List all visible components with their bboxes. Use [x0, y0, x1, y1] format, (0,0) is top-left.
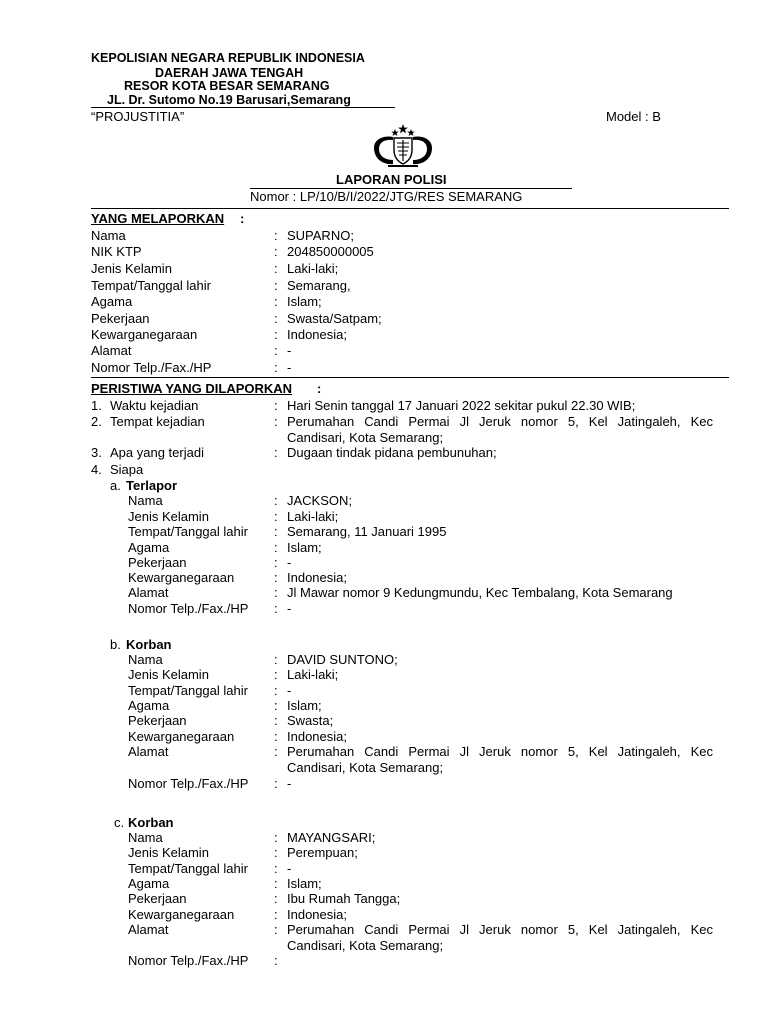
colon: : — [274, 360, 278, 375]
pelapor-value: Islam; — [287, 294, 322, 309]
colon: : — [274, 570, 278, 585]
korban-b-title: Korban — [126, 637, 172, 652]
header-address: JL. Dr. Sutomo No.19 Barusari,Semarang — [107, 93, 351, 107]
korban-b-value: Indonesia; — [287, 729, 347, 744]
colon: : — [274, 830, 278, 845]
colon: : — [274, 540, 278, 555]
colon: : — [274, 601, 278, 616]
title-rule — [91, 208, 729, 209]
terlapor-label: Nama — [128, 493, 163, 508]
colon: : — [274, 729, 278, 744]
colon: : — [274, 585, 278, 600]
korban-b-label: Alamat — [128, 744, 169, 759]
korban-b-value: Swasta; — [287, 713, 334, 728]
section-rule — [91, 377, 729, 378]
colon: : — [274, 398, 278, 413]
korban-c-value: Indonesia; — [287, 907, 347, 922]
colon: : — [274, 555, 278, 570]
korban-b-value: Laki-laki; — [287, 667, 339, 682]
korban-c-label: Kewarganegaraan — [128, 907, 235, 922]
peristiwa-num: 1. — [91, 398, 102, 413]
pelapor-label: Agama — [91, 294, 133, 309]
pelapor-heading: YANG MELAPORKAN — [91, 211, 225, 226]
pelapor-label: Tempat/Tanggal lahir — [91, 278, 211, 293]
colon: : — [274, 244, 278, 259]
korban-c-label: Jenis Kelamin — [128, 845, 209, 860]
pelapor-value: 204850000005 — [287, 244, 374, 259]
pelapor-value: Semarang, — [287, 278, 351, 293]
colon: : — [274, 228, 278, 243]
peristiwa-value: Perumahan Candi Permai Jl Jeruk nomor 5, Kel Jatingaleh, Kec Candisari, Kota Semarang; — [287, 414, 713, 445]
korban-b-label: Tempat/Tanggal lahir — [128, 683, 248, 698]
korban-c-value: - — [287, 861, 292, 876]
korban-b-label: Nomor Telp./Fax./HP — [128, 776, 249, 791]
colon: : — [274, 907, 278, 922]
colon: : — [274, 652, 278, 667]
colon: : — [274, 683, 278, 698]
terlapor-value: - — [287, 555, 292, 570]
korban-c-title: Korban — [128, 815, 174, 830]
colon: : — [274, 776, 278, 791]
colon: : — [274, 713, 278, 728]
korban-b-value: - — [287, 776, 292, 791]
colon: : — [274, 922, 278, 937]
terlapor-label: Nomor Telp./Fax./HP — [128, 601, 249, 616]
terlapor-value: Semarang, 11 Januari 1995 — [287, 524, 447, 539]
korban-b-label: Kewarganegaraan — [128, 729, 235, 744]
pelapor-label: Alamat — [91, 343, 132, 358]
colon: : — [274, 414, 278, 429]
korban-b-label: Jenis Kelamin — [128, 667, 209, 682]
korban-b-label: Pekerjaan — [128, 713, 187, 728]
colon: : — [274, 667, 278, 682]
report-number: Nomor : LP/10/B/I/2022/JTG/RES SEMARANG — [250, 189, 523, 204]
header-resort: RESOR KOTA BESAR SEMARANG — [124, 79, 330, 93]
terlapor-label: Agama — [128, 540, 170, 555]
terlapor-label: Pekerjaan — [128, 555, 187, 570]
colon: : — [274, 343, 278, 358]
pelapor-value: Swasta/Satpam; — [287, 311, 382, 326]
korban-c-value: Islam; — [287, 876, 322, 891]
korban-c-letter: c. — [114, 815, 125, 830]
colon: : — [274, 744, 278, 759]
peristiwa-heading-colon: : — [317, 381, 322, 396]
pelapor-heading-colon: : — [240, 211, 245, 226]
terlapor-value: Jl Mawar nomor 9 Kedungmundu, Kec Tembalang, Kota Semarang — [287, 585, 673, 600]
korban-b-value: DAVID SUNTONO; — [287, 652, 398, 667]
pelapor-value: SUPARNO; — [287, 228, 354, 243]
pelapor-label: Kewarganegaraan — [91, 327, 198, 342]
peristiwa-value: Hari Senin tanggal 17 Januari 2022 sekitar pukul 22.30 WIB; — [287, 398, 636, 413]
colon: : — [274, 861, 278, 876]
model-label: Model : B — [606, 109, 661, 124]
pelapor-label: Pekerjaan — [91, 311, 150, 326]
colon: : — [274, 294, 278, 309]
report-title: LAPORAN POLISI — [336, 172, 447, 187]
projustitia-label: “PROJUSTITIA” — [91, 109, 185, 124]
terlapor-label: Tempat/Tanggal lahir — [128, 524, 248, 539]
header-institution: KEPOLISIAN NEGARA REPUBLIK INDONESIA — [91, 51, 365, 65]
pelapor-value: Laki-laki; — [287, 261, 339, 276]
peristiwa-label: Apa yang terjadi — [110, 445, 204, 460]
colon: : — [274, 311, 278, 326]
korban-b-label: Agama — [128, 698, 170, 713]
terlapor-value: - — [287, 601, 292, 616]
colon: : — [274, 261, 278, 276]
korban-b-value: Perumahan Candi Permai Jl Jeruk nomor 5, Kel Jatingaleh, Kec Candisari, Kota Semarang; — [287, 744, 713, 775]
colon: : — [274, 891, 278, 906]
terlapor-value: Laki-laki; — [287, 509, 339, 524]
pelapor-label: Nomor Telp./Fax./HP — [91, 360, 212, 375]
terlapor-title: Terlapor — [126, 478, 178, 493]
colon: : — [274, 493, 278, 508]
peristiwa-label: Waktu kejadian — [110, 398, 199, 413]
colon: : — [274, 953, 278, 968]
colon: : — [274, 876, 278, 891]
peristiwa-num: 2. — [91, 414, 102, 429]
pelapor-label: NIK KTP — [91, 244, 142, 259]
pelapor-label: Nama — [91, 228, 126, 243]
terlapor-label: Jenis Kelamin — [128, 509, 209, 524]
header-underline — [91, 107, 395, 108]
korban-c-value: Ibu Rumah Tangga; — [287, 891, 401, 906]
korban-c-value: MAYANGSARI; — [287, 830, 376, 845]
colon: : — [274, 509, 278, 524]
pelapor-label: Jenis Kelamin — [91, 261, 172, 276]
pelapor-value: - — [287, 343, 292, 358]
korban-b-letter: b. — [110, 637, 121, 652]
korban-c-value: Perumahan Candi Permai Jl Jeruk nomor 5, Kel Jatingaleh, Kec Candisari, Kota Semarang; — [287, 922, 713, 953]
colon: : — [274, 278, 278, 293]
peristiwa-value: Dugaan tindak pidana pembunuhan; — [287, 445, 497, 460]
korban-c-label: Agama — [128, 876, 170, 891]
pelapor-value: Indonesia; — [287, 327, 347, 342]
colon: : — [274, 327, 278, 342]
korban-b-label: Nama — [128, 652, 163, 667]
korban-c-label: Alamat — [128, 922, 169, 937]
korban-b-value: Islam; — [287, 698, 322, 713]
korban-c-label: Tempat/Tanggal lahir — [128, 861, 248, 876]
colon: : — [274, 698, 278, 713]
korban-c-value: Perempuan; — [287, 845, 358, 860]
korban-c-label: Pekerjaan — [128, 891, 187, 906]
colon: : — [274, 845, 278, 860]
peristiwa-num: 3. — [91, 445, 102, 460]
colon: : — [274, 524, 278, 539]
pelapor-value: - — [287, 360, 292, 375]
peristiwa-num: 4. — [91, 462, 102, 477]
korban-c-label: Nama — [128, 830, 163, 845]
peristiwa-heading: PERISTIWA YANG DILAPORKAN — [91, 381, 293, 396]
terlapor-value: Islam; — [287, 540, 322, 555]
korban-c-label: Nomor Telp./Fax./HP — [128, 953, 249, 968]
police-emblem-icon — [368, 122, 438, 172]
terlapor-letter: a. — [110, 478, 121, 493]
terlapor-label: Alamat — [128, 585, 169, 600]
peristiwa-label: Siapa — [110, 462, 144, 477]
terlapor-value: Indonesia; — [287, 570, 347, 585]
colon: : — [274, 445, 278, 460]
header-region: DAERAH JAWA TENGAH — [155, 66, 304, 80]
peristiwa-label: Tempat kejadian — [110, 414, 205, 429]
korban-b-value: - — [287, 683, 292, 698]
terlapor-label: Kewarganegaraan — [128, 570, 235, 585]
terlapor-value: JACKSON; — [287, 493, 353, 508]
